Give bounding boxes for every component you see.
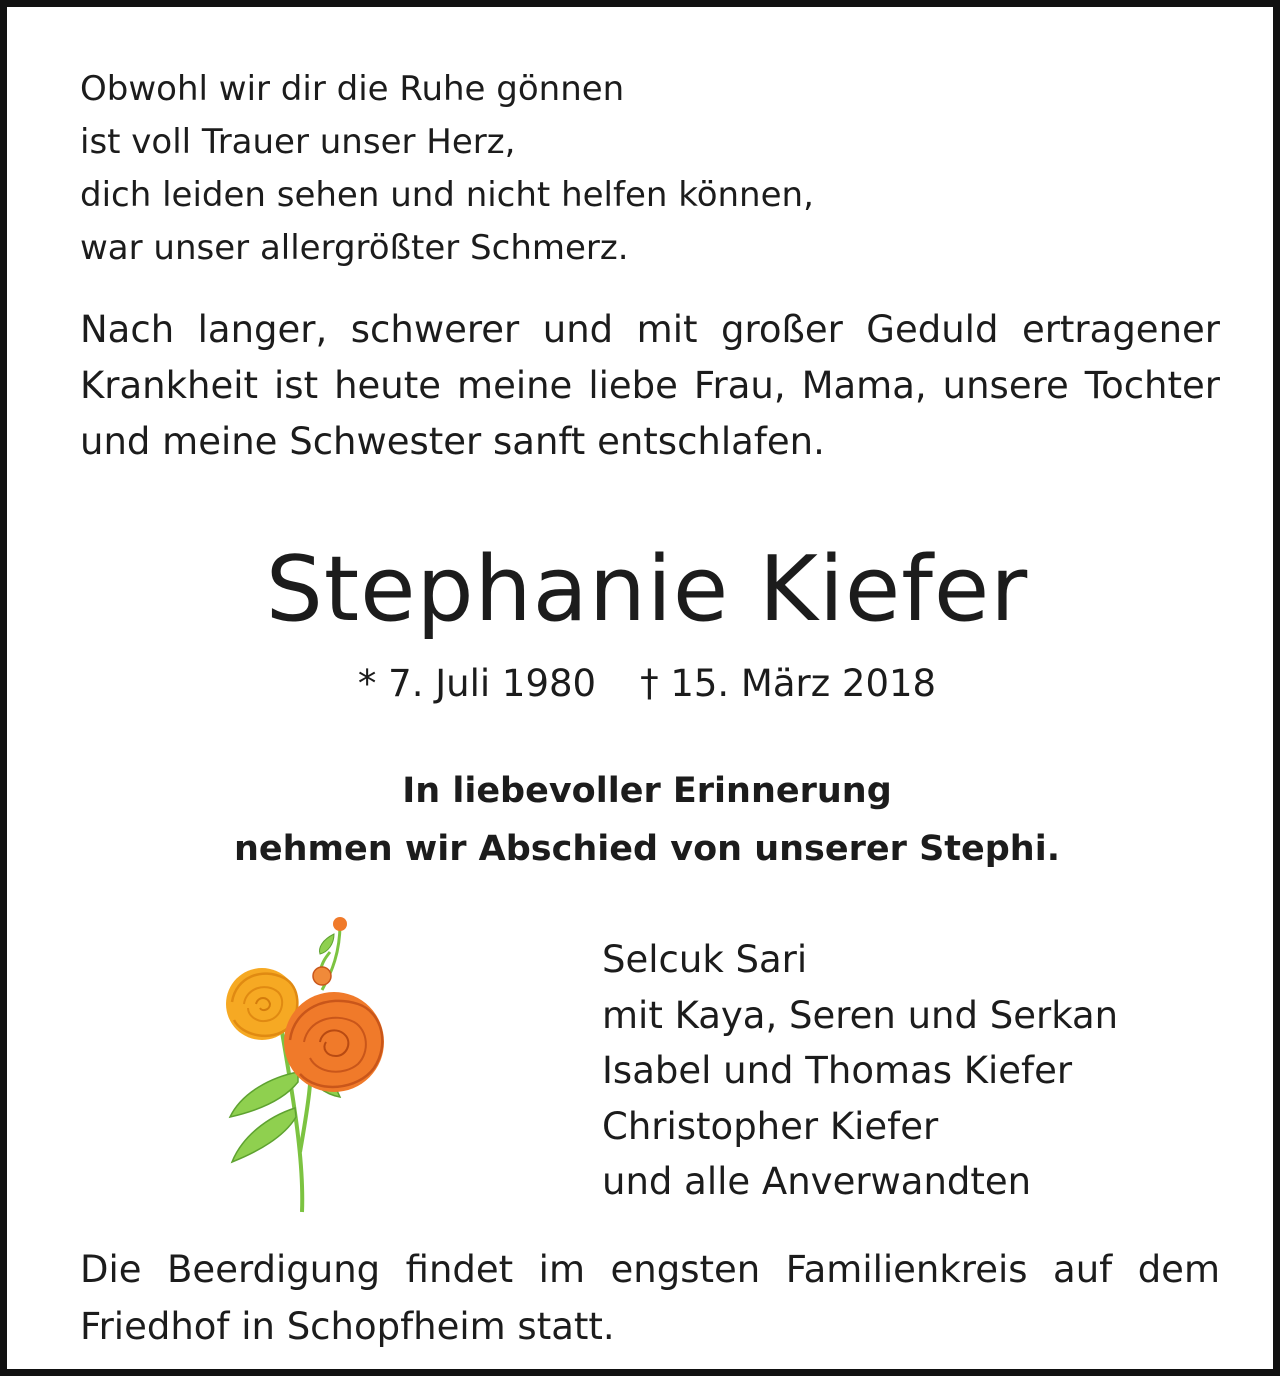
rose-flower-icon (222, 912, 402, 1217)
death-date: † 15. März 2018 (640, 662, 937, 705)
signer-name: Isabel und Thomas Kiefer (602, 1049, 1073, 1092)
signers-list (602, 932, 1118, 1210)
poem-line: dich leiden sehen und nicht helfen können, (80, 175, 814, 215)
birth-date: * 7. Juli 1980 (357, 662, 597, 705)
memory-line-2: nehmen wir Abschied von unserer Stephi. (233, 829, 1061, 869)
memory-heading (7, 762, 1280, 878)
poem-line: Obwohl wir dir die Ruhe gönnen (80, 69, 625, 109)
poem-block (80, 63, 814, 275)
signer-name: Christopher Kiefer (602, 1104, 939, 1148)
funeral-notice: Die Beerdigung findet im engsten Familienkreis auf dem Friedhof in Schopfheim statt. (80, 1248, 1220, 1348)
memory-line-1: In liebevoller Erinnerung (402, 771, 892, 811)
signer-name: mit Kaya, Seren und Serkan (602, 993, 1119, 1037)
signer-name: und alle Anverwandten (602, 1160, 1032, 1203)
poem-line: ist voll Trauer unser Herz, (80, 122, 516, 162)
intro-paragraph: Nach langer, schwerer und mit großer Geduld ertragener Krankheit ist heute meine liebe Frau, Mama, unsere Tochter und meine Schwester sanft entschlafen. (80, 308, 1220, 463)
life-dates (7, 659, 1280, 709)
deceased-name: Stephanie Kiefer (265, 537, 1029, 642)
poem-line: war unser allergrößter Schmerz. (80, 228, 629, 268)
signer-name: Selcuk Sari (602, 938, 808, 981)
